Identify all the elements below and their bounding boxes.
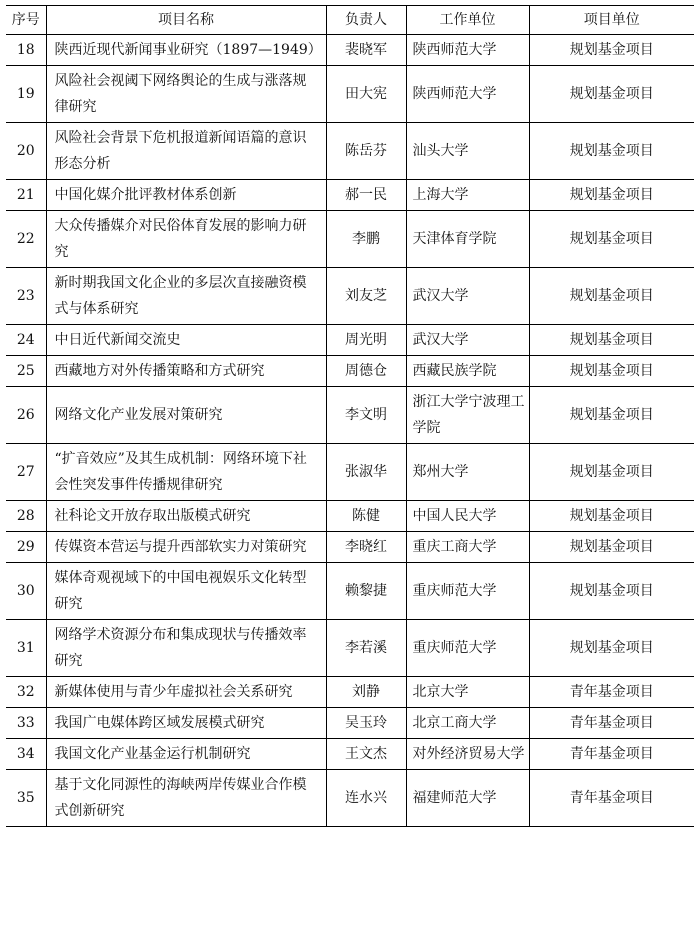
- table-row: [6, 387, 694, 444]
- cell-work-unit: 中国人民大学: [406, 501, 529, 532]
- cell-work-unit: 北京工商大学: [406, 708, 529, 739]
- cell-project-category: 规划基金项目: [529, 444, 694, 501]
- cell-work-unit: 重庆师范大学: [406, 620, 529, 677]
- cell-project-name: 陕西近现代新闻事业研究（1897—1949）: [46, 35, 326, 66]
- cell-work-unit: 重庆师范大学: [406, 563, 529, 620]
- cell-leader: 刘静: [326, 677, 406, 708]
- cell-work-unit: 武汉大学: [406, 325, 529, 356]
- cell-serial-number: 24: [6, 325, 46, 356]
- cell-leader: 陈岳芬: [326, 123, 406, 180]
- header-leader: 负责人: [326, 6, 406, 35]
- cell-leader: 李文明: [326, 387, 406, 444]
- cell-serial-number: 29: [6, 532, 46, 563]
- cell-project-name: 西藏地方对外传播策略和方式研究: [46, 356, 326, 387]
- table-row: [6, 35, 694, 66]
- cell-serial-number: 22: [6, 211, 46, 268]
- cell-leader: 刘友芝: [326, 268, 406, 325]
- cell-leader: 陈健: [326, 501, 406, 532]
- cell-project-name: 中日近代新闻交流史: [46, 325, 326, 356]
- cell-project-category: 青年基金项目: [529, 708, 694, 739]
- cell-serial-number: 21: [6, 180, 46, 211]
- table-row: [6, 444, 694, 501]
- cell-project-category: 规划基金项目: [529, 563, 694, 620]
- cell-work-unit: 西藏民族学院: [406, 356, 529, 387]
- cell-work-unit: 福建师范大学: [406, 770, 529, 827]
- header-project-name: 项目名称: [46, 6, 326, 35]
- cell-project-category: 青年基金项目: [529, 677, 694, 708]
- cell-serial-number: 32: [6, 677, 46, 708]
- cell-project-category: 规划基金项目: [529, 66, 694, 123]
- header-work-unit: 工作单位: [406, 6, 529, 35]
- cell-leader: 郝一民: [326, 180, 406, 211]
- table-row: [6, 180, 694, 211]
- cell-leader: 王文杰: [326, 739, 406, 770]
- cell-work-unit: 北京大学: [406, 677, 529, 708]
- cell-leader: 吴玉玲: [326, 708, 406, 739]
- cell-serial-number: 31: [6, 620, 46, 677]
- table-header-row: [6, 6, 694, 35]
- table-row: [6, 620, 694, 677]
- cell-project-category: 规划基金项目: [529, 620, 694, 677]
- cell-leader: 连水兴: [326, 770, 406, 827]
- cell-serial-number: 18: [6, 35, 46, 66]
- table-row: [6, 677, 694, 708]
- cell-serial-number: 28: [6, 501, 46, 532]
- cell-work-unit: 天津体育学院: [406, 211, 529, 268]
- cell-project-category: 青年基金项目: [529, 770, 694, 827]
- cell-project-name: 风险社会背景下危机报道新闻语篇的意识形态分析: [46, 123, 326, 180]
- table-row: [6, 708, 694, 739]
- cell-serial-number: 30: [6, 563, 46, 620]
- cell-work-unit: 武汉大学: [406, 268, 529, 325]
- cell-project-name: 大众传播媒介对民俗体育发展的影响力研究: [46, 211, 326, 268]
- table-row: [6, 268, 694, 325]
- cell-work-unit: 对外经济贸易大学: [406, 739, 529, 770]
- cell-leader: 李若溪: [326, 620, 406, 677]
- cell-project-name: 网络文化产业发展对策研究: [46, 387, 326, 444]
- table-row: [6, 739, 694, 770]
- cell-work-unit: 汕头大学: [406, 123, 529, 180]
- cell-work-unit: 陕西师范大学: [406, 66, 529, 123]
- cell-project-category: 规划基金项目: [529, 35, 694, 66]
- table-row: [6, 123, 694, 180]
- cell-serial-number: 35: [6, 770, 46, 827]
- cell-leader: 周光明: [326, 325, 406, 356]
- cell-work-unit: 重庆工商大学: [406, 532, 529, 563]
- cell-serial-number: 33: [6, 708, 46, 739]
- cell-project-name: 新媒体使用与青少年虚拟社会关系研究: [46, 677, 326, 708]
- cell-project-category: 规划基金项目: [529, 268, 694, 325]
- cell-work-unit: 浙江大学宁波理工学院: [406, 387, 529, 444]
- table-row: [6, 325, 694, 356]
- project-table: [6, 5, 694, 827]
- cell-project-category: 规划基金项目: [529, 501, 694, 532]
- cell-serial-number: 20: [6, 123, 46, 180]
- table-row: [6, 66, 694, 123]
- cell-serial-number: 34: [6, 739, 46, 770]
- table-row: [6, 563, 694, 620]
- cell-project-name: 中国化媒介批评教材体系创新: [46, 180, 326, 211]
- cell-serial-number: 23: [6, 268, 46, 325]
- cell-project-name: 我国广电媒体跨区域发展模式研究: [46, 708, 326, 739]
- table-row: [6, 770, 694, 827]
- cell-work-unit: 郑州大学: [406, 444, 529, 501]
- cell-serial-number: 26: [6, 387, 46, 444]
- cell-project-category: 规划基金项目: [529, 325, 694, 356]
- cell-project-name: “扩音效应”及其生成机制：网络环境下社会性突发事件传播规律研究: [46, 444, 326, 501]
- cell-serial-number: 19: [6, 66, 46, 123]
- cell-project-category: 规划基金项目: [529, 123, 694, 180]
- table-row: [6, 356, 694, 387]
- cell-project-category: 规划基金项目: [529, 356, 694, 387]
- table-row: [6, 501, 694, 532]
- cell-serial-number: 27: [6, 444, 46, 501]
- cell-project-category: 青年基金项目: [529, 739, 694, 770]
- cell-work-unit: 陕西师范大学: [406, 35, 529, 66]
- cell-leader: 赖黎捷: [326, 563, 406, 620]
- table-row: [6, 532, 694, 563]
- cell-project-name: 风险社会视阈下网络舆论的生成与涨落规律研究: [46, 66, 326, 123]
- cell-project-name: 传媒资本营运与提升西部软实力对策研究: [46, 532, 326, 563]
- cell-project-category: 规划基金项目: [529, 180, 694, 211]
- cell-work-unit: 上海大学: [406, 180, 529, 211]
- cell-leader: 裴晓军: [326, 35, 406, 66]
- header-serial-number: 序号: [6, 6, 46, 35]
- cell-serial-number: 25: [6, 356, 46, 387]
- cell-project-name: 社科论文开放存取出版模式研究: [46, 501, 326, 532]
- cell-project-name: 基于文化同源性的海峡两岸传媒业合作模式创新研究: [46, 770, 326, 827]
- header-project-category: 项目单位: [529, 6, 694, 35]
- cell-project-category: 规划基金项目: [529, 532, 694, 563]
- cell-leader: 田大宪: [326, 66, 406, 123]
- cell-project-category: 规划基金项目: [529, 211, 694, 268]
- cell-project-name: 媒体奇观视域下的中国电视娱乐文化转型研究: [46, 563, 326, 620]
- cell-project-category: 规划基金项目: [529, 387, 694, 444]
- cell-leader: 李鹏: [326, 211, 406, 268]
- cell-project-name: 我国文化产业基金运行机制研究: [46, 739, 326, 770]
- cell-leader: 张淑华: [326, 444, 406, 501]
- cell-project-name: 网络学术资源分布和集成现状与传播效率研究: [46, 620, 326, 677]
- table-row: [6, 211, 694, 268]
- cell-leader: 周德仓: [326, 356, 406, 387]
- cell-project-name: 新时期我国文化企业的多层次直接融资模式与体系研究: [46, 268, 326, 325]
- cell-leader: 李晓红: [326, 532, 406, 563]
